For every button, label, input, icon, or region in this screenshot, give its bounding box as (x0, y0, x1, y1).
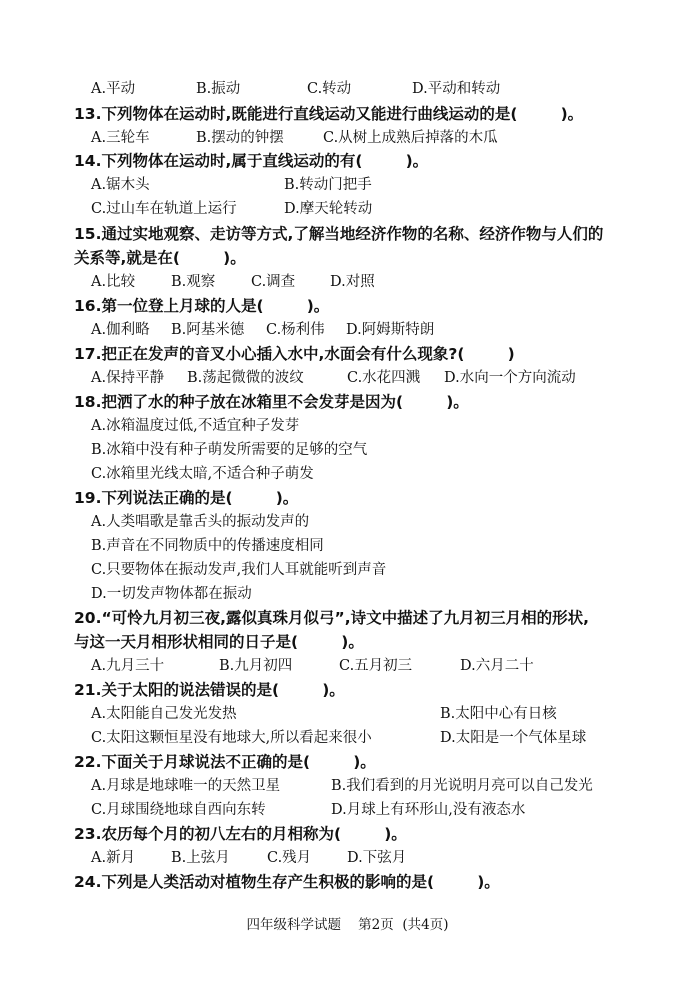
q19-option-a: A.人类唱歌是靠舌头的振动发声的 (91, 514, 310, 530)
q12-option-d: D.平动和转动 (412, 81, 501, 97)
q22-option-c: C.月球围绕地球自西向东转 (91, 802, 266, 818)
q20-option-d: D.六月二十 (460, 658, 534, 674)
q21-option-c: C.太阳这颗恒星没有地球大,所以看起来很小 (91, 730, 372, 746)
q15-option-c: C.调查 (251, 274, 296, 290)
q12-option-a: A.平动 (91, 81, 136, 97)
q18-option-c: C.冰箱里光线太暗,不适合种子萌发 (91, 466, 314, 482)
page-footer: 四年级科学试题 第2页 (共4页) (246, 917, 449, 933)
q24-stem: 24.下列是人类活动对植物生存产生积极的影响的是( )。 (74, 873, 500, 891)
q13-option-c: C.从树上成熟后掉落的木瓜 (323, 130, 498, 146)
q21-option-d: D.太阳是一个气体星球 (440, 730, 587, 746)
q20-stem-line1: 20.“可怜九月初三夜,露似真珠月似弓”,诗文中描述了九月初三月相的形状, (74, 609, 589, 627)
q17-option-b: B.荡起微微的波纹 (187, 370, 304, 386)
q22-stem: 22.下面关于月球说法不正确的是( )。 (74, 753, 376, 771)
q15-option-b: B.观察 (171, 274, 216, 290)
q13-option-b: B.摆动的钟摆 (196, 130, 284, 146)
q17-option-a: A.保持平静 (91, 370, 165, 386)
q19-option-d: D.一切发声物体都在振动 (91, 586, 252, 602)
q14-option-c: C.过山车在轨道上运行 (91, 201, 237, 217)
q18-stem: 18.把洒了水的种子放在冰箱里不会发芽是因为( )。 (74, 393, 469, 411)
q17-option-d: D.水向一个方向流动 (444, 370, 576, 386)
q21-option-b: B.太阳中心有日核 (440, 706, 557, 722)
q14-option-d: D.摩天轮转动 (284, 201, 373, 217)
q18-option-a: A.冰箱温度过低,不适宜种子发芽 (91, 418, 300, 434)
q22-option-d: D.月球上有环形山,没有液态水 (331, 802, 526, 818)
q20-option-a: A.九月三十 (91, 658, 165, 674)
q12-option-c: C.转动 (307, 81, 352, 97)
q16-option-c: C.杨利伟 (266, 322, 325, 338)
q12-option-b: B.振动 (196, 81, 241, 97)
q13-stem: 13.下列物体在运动时,既能进行直线运动又能进行曲线运动的是( )。 (74, 105, 584, 123)
q21-option-a: A.太阳能自己发光发热 (91, 706, 237, 722)
q19-option-b: B.声音在不同物质中的传播速度相同 (91, 538, 324, 554)
q14-option-b: B.转动门把手 (284, 177, 372, 193)
q23-option-b: B.上弦月 (171, 850, 230, 866)
q15-option-d: D.对照 (330, 274, 375, 290)
q23-stem: 23.农历每个月的初八左右的月相称为( )。 (74, 825, 407, 843)
q15-option-a: A.比较 (91, 274, 136, 290)
q22-option-a: A.月球是地球唯一的天然卫星 (91, 778, 281, 794)
q23-option-a: A.新月 (91, 850, 136, 866)
q23-option-d: D.下弦月 (347, 850, 407, 866)
q21-stem: 21.关于太阳的说法错误的是( )。 (74, 681, 345, 699)
q23-option-c: C.残月 (267, 850, 312, 866)
q14-option-a: A.锯木头 (91, 177, 150, 193)
q20-stem-line2: 与这一天月相形状相同的日子是( )。 (74, 633, 364, 651)
q16-option-d: D.阿姆斯特朗 (346, 322, 435, 338)
q19-option-c: C.只要物体在振动发声,我们人耳就能听到声音 (91, 562, 387, 578)
q20-option-b: B.九月初四 (219, 658, 293, 674)
q17-option-c: C.水花四溅 (347, 370, 421, 386)
q15-stem-line2: 关系等,就是在( )。 (74, 249, 246, 267)
q15-stem-line1: 15.通过实地观察、走访等方式,了解当地经济作物的名称、经济作物与人们的 (74, 225, 604, 243)
q17-stem: 17.把正在发声的音叉小心插入水中,水面会有什么现象?( ) (74, 345, 515, 363)
q16-option-b: B.阿基米德 (171, 322, 245, 338)
q19-stem: 19.下列说法正确的是( )。 (74, 489, 299, 507)
q16-option-a: A.伽利略 (91, 322, 150, 338)
q13-option-a: A.三轮车 (91, 130, 150, 146)
q20-option-c: C.五月初三 (339, 658, 413, 674)
q14-stem: 14.下列物体在运动时,属于直线运动的有( )。 (74, 152, 429, 170)
q16-stem: 16.第一位登上月球的人是( )。 (74, 297, 330, 315)
q22-option-b: B.我们看到的月光说明月亮可以自己发光 (331, 778, 593, 794)
q18-option-b: B.冰箱中没有种子萌发所需要的足够的空气 (91, 442, 368, 458)
